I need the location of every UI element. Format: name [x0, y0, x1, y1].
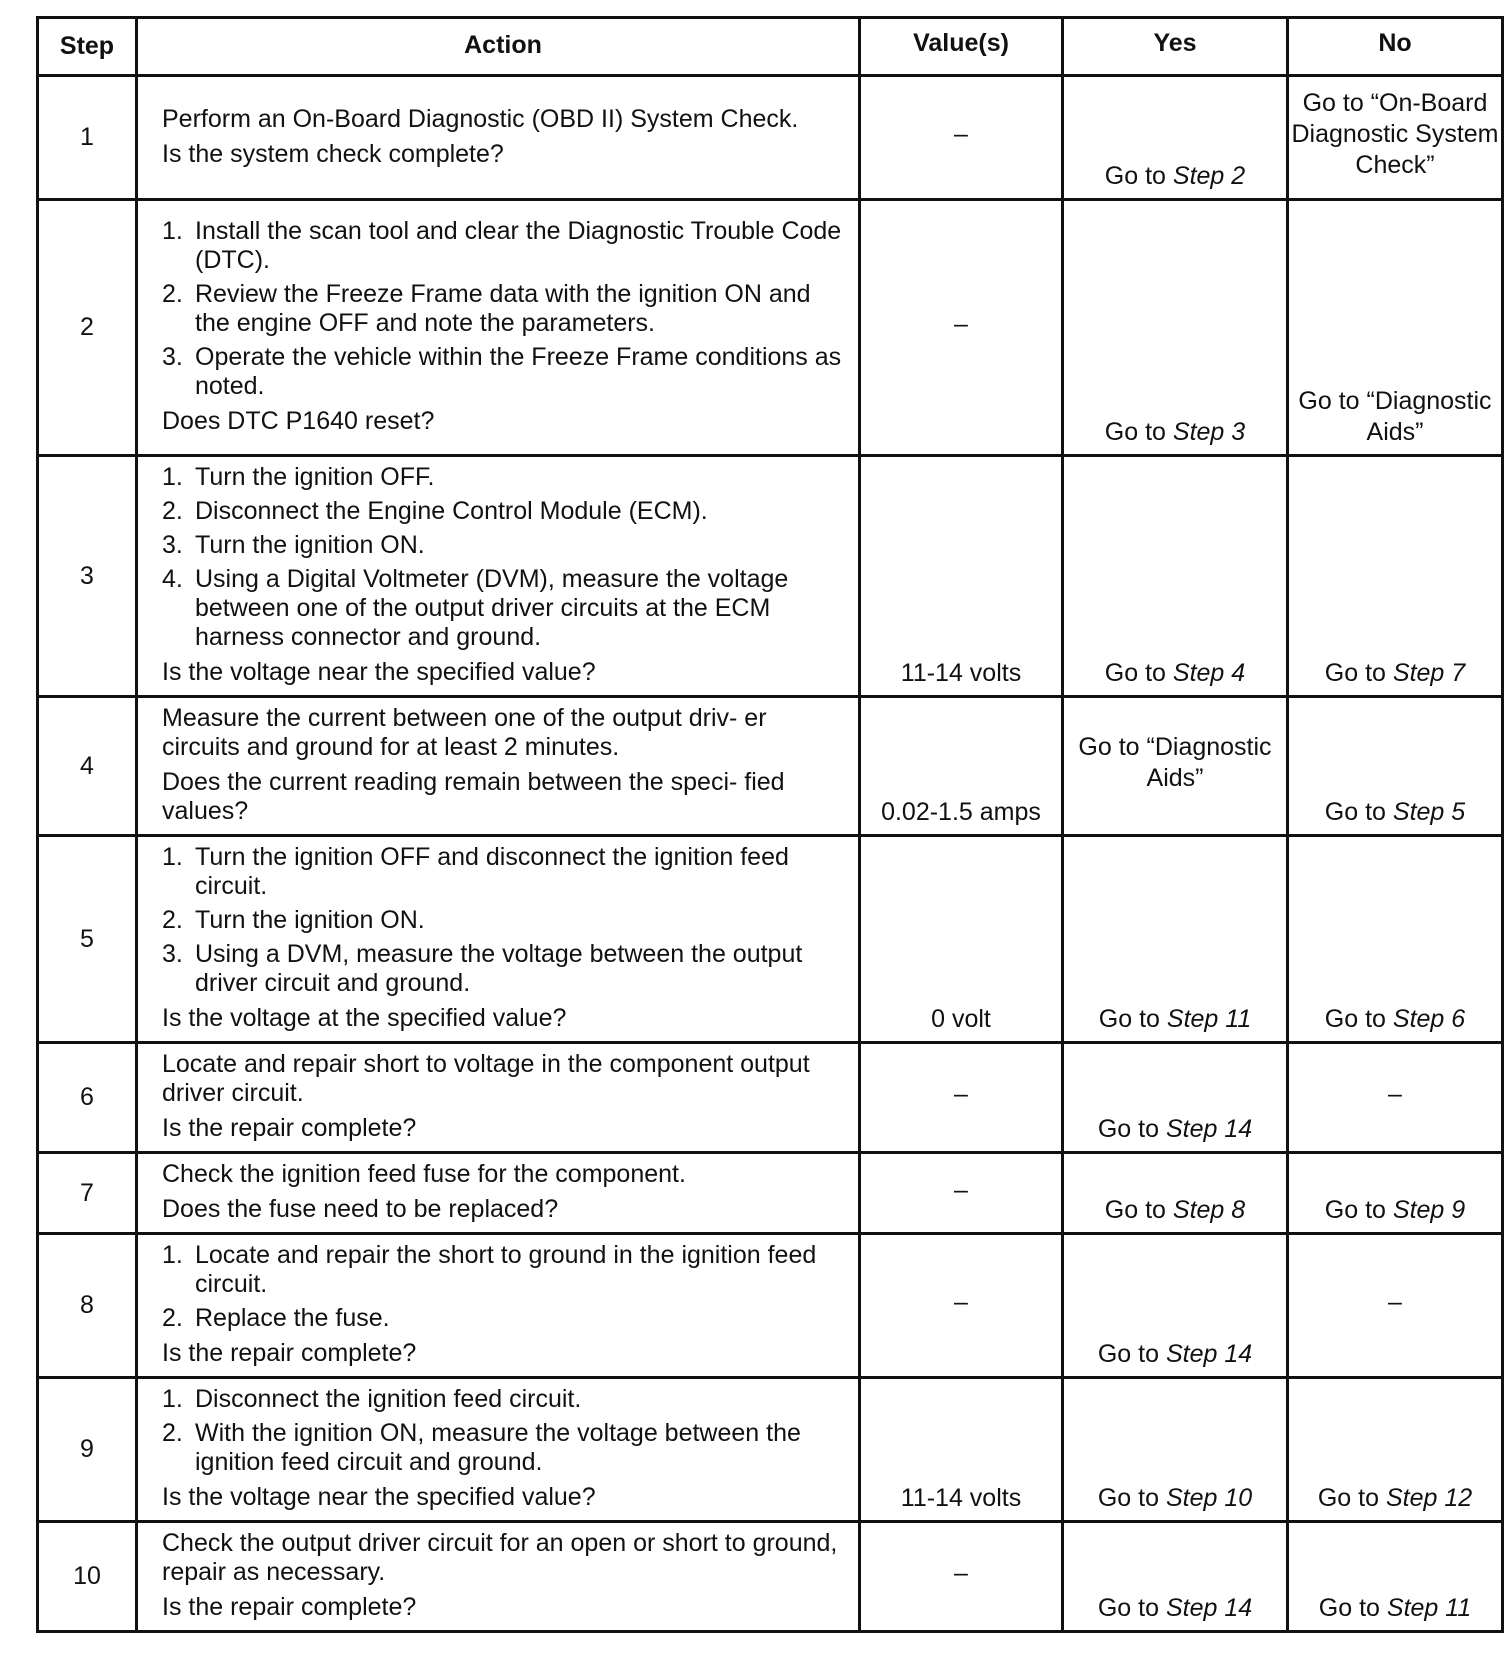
no-outcome-cell [1288, 836, 1503, 1043]
action-substep [162, 1419, 844, 1477]
substep-text: Turn the ignition OFF and disconnect the ignition feed circuit. [195, 843, 789, 900]
no-outcome-text: – [1388, 1080, 1402, 1108]
action-question: Is the system check complete? [162, 139, 504, 168]
action-question: Does the current reading remain between the speci- fied values? [162, 768, 785, 825]
yes-outcome-cell [1063, 200, 1288, 456]
substep-number: 2. [162, 1419, 183, 1447]
no-outcome-text: – [1388, 1288, 1402, 1316]
action-substep [162, 1304, 844, 1333]
yes-goto-prefix: Go to [1104, 659, 1166, 687]
table-row [38, 1153, 1503, 1234]
table-row [38, 1043, 1503, 1153]
yes-goto-step-link: Step 14 [1165, 1594, 1253, 1622]
action-cell [137, 1522, 860, 1632]
action-substeps [162, 217, 844, 401]
substep-text: Turn the ignition ON. [195, 531, 425, 559]
substep-text: Using a DVM, measure the voltage between the output driver circuit and ground. [195, 940, 803, 997]
yes-goto-step-link: Step 2 [1172, 162, 1246, 190]
value-cell: – [860, 1522, 1063, 1632]
substep-number: 1. [162, 1241, 183, 1269]
substep-number: 1. [162, 843, 183, 871]
action-instruction: Locate and repair short to voltage in the component output driver circuit. [162, 1050, 810, 1107]
value-cell: – [860, 1043, 1063, 1153]
action-question: Does the fuse need to be replaced? [162, 1195, 559, 1223]
no-outcome-cell [1288, 200, 1503, 456]
action-question: Is the repair complete? [162, 1114, 417, 1142]
substep-number: 3. [162, 531, 183, 559]
action-substep [162, 343, 844, 401]
step-number: 3 [38, 456, 137, 697]
action-substep [162, 843, 844, 901]
value-cell: 0.02-1.5 amps [860, 697, 1063, 836]
no-outcome-text: Go to “Diagnostic Aids” [1298, 387, 1492, 446]
table-row [38, 456, 1503, 697]
value-cell: 0 volt [860, 836, 1063, 1043]
step-number: 1 [38, 76, 137, 200]
no-goto-prefix: Go to [1317, 1484, 1379, 1512]
no-outcome-cell [1288, 456, 1503, 697]
yes-outcome-cell [1063, 1234, 1288, 1378]
action-substep [162, 531, 844, 560]
substep-number: 3. [162, 940, 183, 968]
step-number: 10 [38, 1522, 137, 1632]
action-cell [137, 1234, 860, 1378]
no-outcome-cell [1288, 1522, 1503, 1632]
substep-text: Disconnect the ignition feed circuit. [195, 1385, 582, 1413]
diagnostic-table [36, 16, 1504, 1633]
no-goto-step-link: Step 6 [1392, 1005, 1466, 1033]
action-question: Is the voltage near the specified value? [162, 1483, 596, 1511]
yes-outcome-cell [1063, 456, 1288, 697]
substep-number: 2. [162, 1304, 183, 1332]
no-goto-prefix: Go to [1318, 1594, 1380, 1622]
substep-text: Locate and repair the short to ground in the ignition feed circuit. [195, 1241, 817, 1298]
no-outcome-cell [1288, 76, 1503, 200]
value-cell: – [860, 200, 1063, 456]
no-goto-step-link: Step 9 [1392, 1196, 1466, 1224]
value-cell: – [860, 76, 1063, 200]
yes-outcome-cell [1063, 1153, 1288, 1234]
action-substep [162, 217, 844, 275]
action-cell [137, 456, 860, 697]
action-instruction: Check the output driver circuit for an open or short to ground, repair as necessary. [162, 1529, 838, 1586]
yes-goto-step-link: Step 14 [1165, 1115, 1253, 1143]
value-cell: – [860, 1153, 1063, 1234]
action-substep [162, 1241, 844, 1299]
header-action: Action [137, 18, 860, 76]
substep-text: Using a Digital Voltmeter (DVM), measure the voltage between one of the output driver circuits at the ECM harness connector and ground. [195, 565, 789, 651]
substep-number: 3. [162, 343, 183, 371]
yes-outcome-text: Go to “Diagnostic Aids” [1078, 733, 1272, 792]
yes-goto-prefix: Go to [1098, 1005, 1160, 1033]
substep-number: 2. [162, 906, 183, 934]
step-number: 7 [38, 1153, 137, 1234]
yes-goto-prefix: Go to [1104, 1196, 1166, 1224]
no-goto-step-link: Step 11 [1386, 1594, 1472, 1622]
action-substep [162, 940, 844, 998]
yes-goto-step-link: Step 10 [1165, 1484, 1253, 1512]
header-values: Value(s) [860, 18, 1063, 76]
substep-text: Review the Freeze Frame data with the ignition ON and the engine OFF and note the parameters. [195, 280, 811, 337]
table-row [38, 1522, 1503, 1632]
action-instruction: Measure the current between one of the output driv- er circuits and ground for at least 2 minutes. [162, 704, 767, 761]
action-substep [162, 1385, 844, 1414]
yes-goto-step-link: Step 11 [1166, 1005, 1252, 1033]
step-number: 6 [38, 1043, 137, 1153]
yes-goto-step-link: Step 3 [1172, 418, 1246, 446]
step-number: 4 [38, 697, 137, 836]
action-question: Is the repair complete? [162, 1339, 417, 1367]
action-substeps [162, 843, 844, 998]
action-cell [137, 1153, 860, 1234]
action-instruction: Perform an On-Board Diagnostic (OBD II) System Check. [162, 104, 799, 133]
header-step: Step [38, 18, 137, 76]
header-no: No [1288, 18, 1503, 76]
yes-goto-prefix: Go to [1097, 1484, 1159, 1512]
value-cell: – [860, 1234, 1063, 1378]
substep-text: With the ignition ON, measure the voltage between the ignition feed circuit and ground. [195, 1419, 801, 1476]
action-cell [137, 76, 860, 200]
action-cell [137, 836, 860, 1043]
action-question: Is the repair complete? [162, 1593, 417, 1621]
action-question: Is the voltage near the specified value? [162, 658, 596, 686]
no-goto-step-link: Step 7 [1392, 659, 1466, 687]
step-number: 8 [38, 1234, 137, 1378]
action-question: Does DTC P1640 reset? [162, 407, 435, 435]
yes-outcome-cell [1063, 697, 1288, 836]
yes-goto-prefix: Go to [1097, 1115, 1159, 1143]
no-goto-prefix: Go to [1324, 1005, 1386, 1033]
substep-number: 1. [162, 463, 183, 491]
action-cell [137, 697, 860, 836]
no-outcome-cell [1288, 1234, 1503, 1378]
no-goto-prefix: Go to [1324, 798, 1386, 826]
table-row [38, 200, 1503, 456]
header-yes: Yes [1063, 18, 1288, 76]
header-row [38, 18, 1503, 76]
no-goto-prefix: Go to [1324, 1196, 1386, 1224]
step-number: 5 [38, 836, 137, 1043]
substep-number: 2. [162, 497, 183, 525]
table-row [38, 836, 1503, 1043]
yes-outcome-cell [1063, 1378, 1288, 1522]
action-substeps [162, 463, 844, 652]
yes-outcome-cell [1063, 1043, 1288, 1153]
action-cell [137, 1378, 860, 1522]
value-cell: 11-14 volts [860, 456, 1063, 697]
yes-outcome-cell [1063, 76, 1288, 200]
yes-goto-prefix: Go to [1104, 162, 1166, 190]
substep-text: Operate the vehicle within the Freeze Frame conditions as noted. [195, 343, 842, 400]
action-instruction: Check the ignition feed fuse for the component. [162, 1160, 686, 1188]
table-row [38, 1234, 1503, 1378]
no-outcome-text: Go to “On-Board Diagnostic System Check” [1291, 89, 1499, 179]
substep-number: 1. [162, 217, 183, 245]
table-row [38, 76, 1503, 200]
substep-number: 2. [162, 280, 183, 308]
no-goto-step-link: Step 5 [1392, 798, 1466, 826]
action-question: Is the voltage at the specified value? [162, 1004, 567, 1032]
action-substeps [162, 1385, 844, 1477]
action-substep [162, 280, 844, 338]
action-substep [162, 906, 844, 935]
no-goto-prefix: Go to [1324, 659, 1386, 687]
yes-outcome-cell [1063, 1522, 1288, 1632]
substep-text: Turn the ignition OFF. [195, 463, 435, 491]
substep-text: Install the scan tool and clear the Diagnostic Trouble Code (DTC). [195, 217, 842, 274]
action-substeps [162, 1241, 844, 1333]
table-row [38, 1378, 1503, 1522]
no-outcome-cell [1288, 1153, 1503, 1234]
action-cell [137, 200, 860, 456]
value-cell: 11-14 volts [860, 1378, 1063, 1522]
substep-text: Turn the ignition ON. [195, 906, 425, 934]
substep-text: Replace the fuse. [195, 1304, 390, 1332]
action-substep [162, 565, 844, 652]
yes-goto-step-link: Step 8 [1172, 1196, 1246, 1224]
no-outcome-cell [1288, 697, 1503, 836]
yes-goto-prefix: Go to [1104, 418, 1166, 446]
action-cell [137, 1043, 860, 1153]
step-number: 2 [38, 200, 137, 456]
yes-goto-step-link: Step 4 [1172, 659, 1246, 687]
step-number: 9 [38, 1378, 137, 1522]
no-outcome-cell [1288, 1043, 1503, 1153]
no-goto-step-link: Step 12 [1385, 1484, 1473, 1512]
yes-outcome-cell [1063, 836, 1288, 1043]
no-outcome-cell [1288, 1378, 1503, 1522]
action-substep [162, 497, 844, 526]
yes-goto-prefix: Go to [1097, 1340, 1159, 1368]
yes-goto-step-link: Step 14 [1165, 1340, 1253, 1368]
substep-number: 1. [162, 1385, 183, 1413]
substep-number: 4. [162, 565, 183, 593]
yes-goto-prefix: Go to [1097, 1594, 1159, 1622]
action-substep [162, 463, 844, 492]
substep-text: Disconnect the Engine Control Module (ECM). [195, 497, 708, 525]
table-row [38, 697, 1503, 836]
table-body [38, 76, 1503, 1632]
